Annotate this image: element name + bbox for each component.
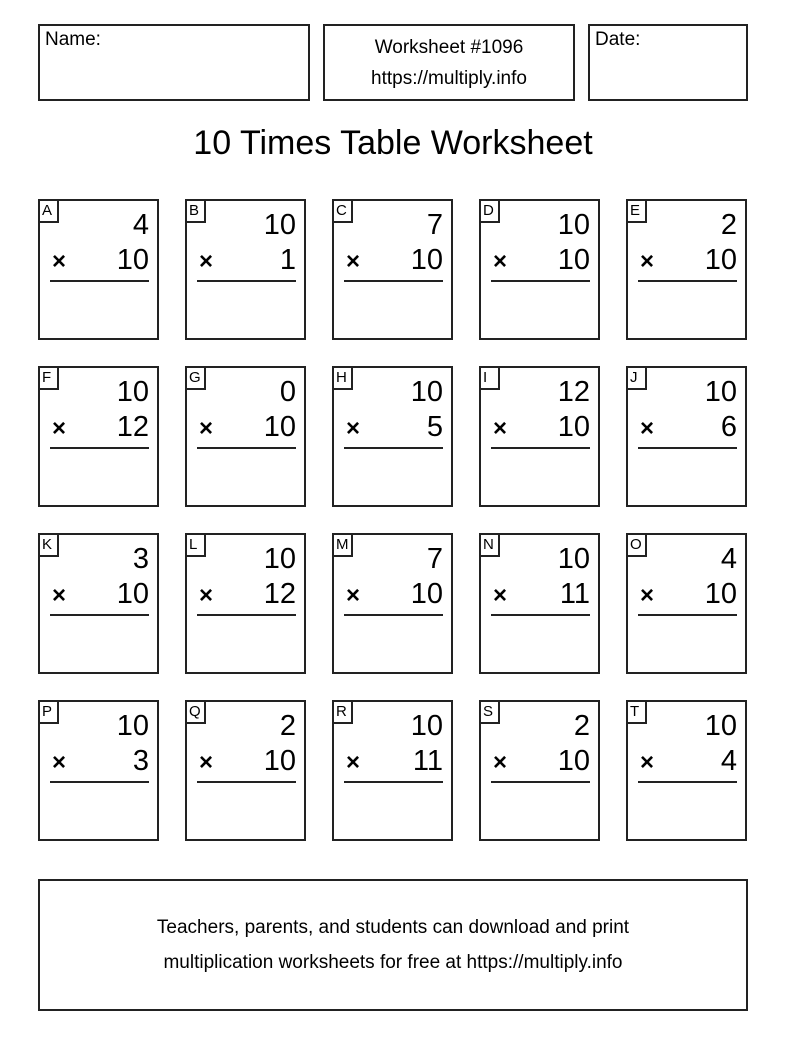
answer-line <box>50 280 149 282</box>
multiplier: 11 <box>412 745 443 777</box>
multiplier: 10 <box>410 244 443 276</box>
multiplicand: 7 <box>426 543 443 575</box>
multiplicand: 2 <box>573 710 590 742</box>
problem-card <box>626 366 747 507</box>
answer-line <box>638 781 737 783</box>
multiplicand: 10 <box>263 209 296 241</box>
multiply-sign-icon: × <box>346 749 361 776</box>
answer-area[interactable] <box>340 452 445 501</box>
problem-letter: S <box>479 700 500 724</box>
multiplicand: 10 <box>116 376 149 408</box>
multiply-sign-icon: × <box>640 582 655 609</box>
answer-line <box>344 447 443 449</box>
problem-letter: R <box>332 700 353 724</box>
problem-letter: H <box>332 366 353 390</box>
problem-card <box>332 700 453 841</box>
multiply-sign-icon: × <box>640 248 655 275</box>
problem-card <box>332 366 453 507</box>
problem-card <box>332 533 453 674</box>
multiply-sign-icon: × <box>640 749 655 776</box>
answer-area[interactable] <box>634 285 739 334</box>
multiplier: 11 <box>559 578 590 610</box>
multiplier: 12 <box>263 578 296 610</box>
footer-line-2: multiplication worksheets for free at https://multiply.info <box>163 952 623 973</box>
problem-letter: G <box>185 366 206 390</box>
problem-letter: A <box>38 199 59 223</box>
multiply-sign-icon: × <box>493 749 508 776</box>
multiplicand: 10 <box>704 710 737 742</box>
multiplier: 10 <box>116 578 149 610</box>
multiply-sign-icon: × <box>52 248 67 275</box>
answer-area[interactable] <box>193 285 298 334</box>
date-label: Date: <box>595 29 641 50</box>
multiply-sign-icon: × <box>346 248 361 275</box>
answer-line <box>50 781 149 783</box>
answer-area[interactable] <box>340 285 445 334</box>
multiplier: 4 <box>720 745 737 777</box>
problem-letter: K <box>38 533 59 557</box>
answer-area[interactable] <box>340 786 445 835</box>
problem-card <box>479 366 600 507</box>
multiply-sign-icon: × <box>52 749 67 776</box>
answer-line <box>638 280 737 282</box>
multiplier: 12 <box>116 411 149 443</box>
multiplicand: 3 <box>132 543 149 575</box>
problem-letter: O <box>626 533 647 557</box>
problem-letter: I <box>479 366 500 390</box>
multiplicand: 10 <box>116 710 149 742</box>
answer-line <box>197 447 296 449</box>
multiply-sign-icon: × <box>493 248 508 275</box>
answer-line <box>50 614 149 616</box>
multiplicand: 2 <box>279 710 296 742</box>
answer-line <box>344 280 443 282</box>
problem-letter: P <box>38 700 59 724</box>
problem-card <box>479 700 600 841</box>
answer-area[interactable] <box>487 786 592 835</box>
problem-card <box>185 199 306 340</box>
answer-area[interactable] <box>487 619 592 668</box>
multiply-sign-icon: × <box>52 415 67 442</box>
multiply-sign-icon: × <box>52 582 67 609</box>
answer-line <box>50 447 149 449</box>
answer-area[interactable] <box>634 786 739 835</box>
name-label: Name: <box>45 29 101 50</box>
answer-area[interactable] <box>46 786 151 835</box>
answer-area[interactable] <box>634 619 739 668</box>
multiplier: 10 <box>557 244 590 276</box>
problem-card <box>38 533 159 674</box>
page-title: 10 Times Table Worksheet <box>193 124 593 162</box>
problem-card <box>626 199 747 340</box>
answer-area[interactable] <box>46 619 151 668</box>
answer-area[interactable] <box>46 285 151 334</box>
worksheet-url: https://multiply.info <box>371 67 527 89</box>
problem-letter: C <box>332 199 353 223</box>
multiplier: 10 <box>704 244 737 276</box>
answer-line <box>491 614 590 616</box>
problem-letter: Q <box>185 700 206 724</box>
answer-line <box>344 781 443 783</box>
answer-area[interactable] <box>634 452 739 501</box>
problem-letter: T <box>626 700 647 724</box>
problem-card <box>38 700 159 841</box>
multiplicand: 4 <box>132 209 149 241</box>
answer-area[interactable] <box>487 452 592 501</box>
multiplicand: 0 <box>279 376 296 408</box>
problem-card <box>626 533 747 674</box>
multiplier: 10 <box>263 745 296 777</box>
multiply-sign-icon: × <box>199 248 214 275</box>
problem-card <box>38 366 159 507</box>
problem-letter: L <box>185 533 206 557</box>
answer-line <box>197 781 296 783</box>
multiplicand: 10 <box>410 710 443 742</box>
date-field[interactable] <box>588 24 748 101</box>
answer-line <box>638 614 737 616</box>
problem-letter: F <box>38 366 59 390</box>
problem-card <box>479 199 600 340</box>
multiplicand: 10 <box>263 543 296 575</box>
problem-card <box>185 700 306 841</box>
multiply-sign-icon: × <box>199 749 214 776</box>
answer-line <box>344 614 443 616</box>
name-field[interactable] <box>38 24 310 101</box>
answer-area[interactable] <box>193 452 298 501</box>
problem-letter: B <box>185 199 206 223</box>
multiply-sign-icon: × <box>493 582 508 609</box>
problem-card <box>626 700 747 841</box>
multiplicand: 7 <box>426 209 443 241</box>
answer-area[interactable] <box>487 285 592 334</box>
problem-card <box>185 366 306 507</box>
answer-area[interactable] <box>46 452 151 501</box>
answer-line <box>491 447 590 449</box>
problem-card <box>479 533 600 674</box>
multiplier: 10 <box>557 745 590 777</box>
multiply-sign-icon: × <box>199 582 214 609</box>
answer-area[interactable] <box>193 786 298 835</box>
problem-letter: D <box>479 199 500 223</box>
multiplier: 10 <box>704 578 737 610</box>
answer-line <box>491 280 590 282</box>
multiplier: 3 <box>132 745 149 777</box>
problem-letter: M <box>332 533 353 557</box>
footer-line-1: Teachers, parents, and students can download and print <box>156 917 630 938</box>
worksheet-number: Worksheet #1096 <box>374 36 524 58</box>
problem-card <box>38 199 159 340</box>
answer-area[interactable] <box>340 619 445 668</box>
problem-letter: N <box>479 533 500 557</box>
multiplicand: 10 <box>557 543 590 575</box>
multiplier: 10 <box>557 411 590 443</box>
problem-card <box>185 533 306 674</box>
multiply-sign-icon: × <box>493 415 508 442</box>
answer-area[interactable] <box>193 619 298 668</box>
multiply-sign-icon: × <box>640 415 655 442</box>
multiplicand: 10 <box>557 209 590 241</box>
multiplicand: 4 <box>720 543 737 575</box>
multiply-sign-icon: × <box>346 415 361 442</box>
multiplier: 10 <box>116 244 149 276</box>
multiplicand: 10 <box>704 376 737 408</box>
problem-letter: E <box>626 199 647 223</box>
multiplicand: 10 <box>410 376 443 408</box>
multiply-sign-icon: × <box>346 582 361 609</box>
answer-line <box>638 447 737 449</box>
multiplier: 10 <box>410 578 443 610</box>
multiplier: 10 <box>263 411 296 443</box>
multiplier: 6 <box>720 411 737 443</box>
problem-card <box>332 199 453 340</box>
worksheet-info-box <box>323 24 575 101</box>
multiplier: 5 <box>426 411 443 443</box>
answer-line <box>491 781 590 783</box>
multiplicand: 2 <box>720 209 737 241</box>
footer-box <box>38 879 748 1011</box>
multiply-sign-icon: × <box>199 415 214 442</box>
multiplier: 1 <box>279 244 296 276</box>
problem-letter: J <box>626 366 647 390</box>
multiplicand: 12 <box>557 376 590 408</box>
answer-line <box>197 614 296 616</box>
answer-line <box>197 280 296 282</box>
